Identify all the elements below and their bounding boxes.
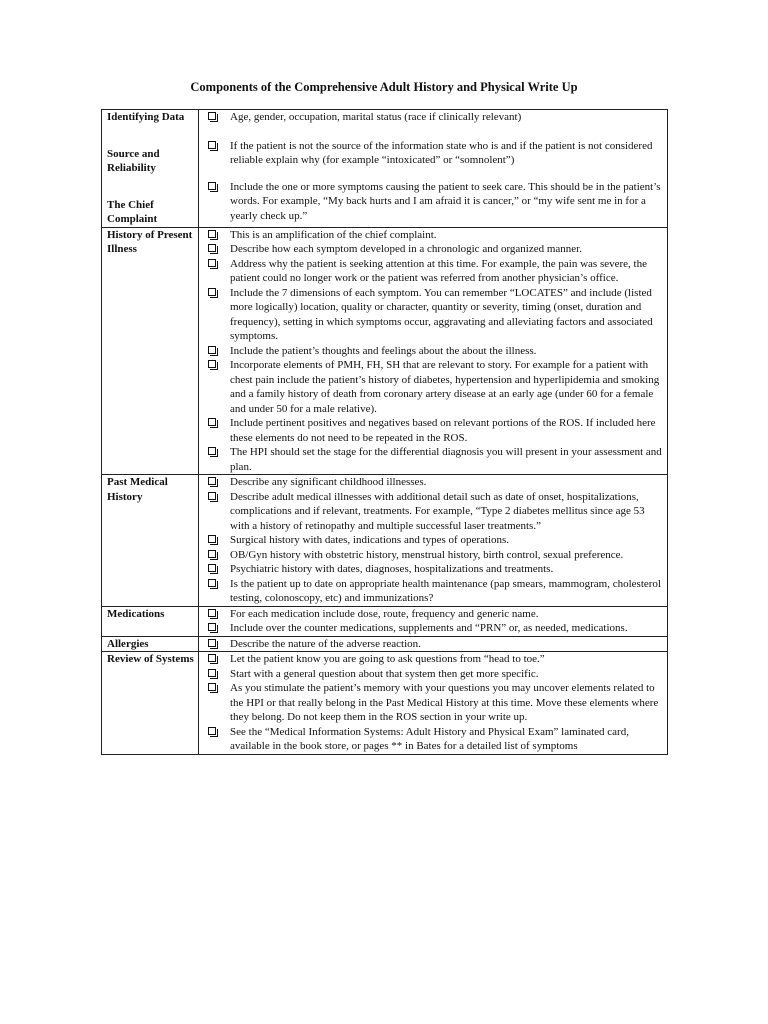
section-label: History of Present Illness (102, 227, 199, 475)
list-item: Let the patient know you are going to ask questions from “head to toe.” (199, 652, 667, 667)
checkbox-icon[interactable] (208, 244, 216, 252)
items-cell (199, 652, 668, 755)
list-item: Start with a general question about that system then get more specific. (199, 667, 667, 682)
section-medications (102, 606, 668, 636)
list-item: Incorporate elements of PMH, FH, SH that are relevant to story. For example for a patient with chest pain include the patient’s history of diabetes, hypertension and hyperlipidemia and smoking and a family history of death from coronary artery disease at an early age (under 60 for a female and under 50 for a male relative). (199, 358, 667, 416)
section-label: Medications (102, 606, 199, 636)
label-identifying-data: Identifying Data (107, 111, 185, 123)
section-identifying (102, 110, 668, 228)
checkbox-icon[interactable] (208, 477, 216, 485)
checkbox-icon[interactable] (208, 535, 216, 543)
list-item: Include the patient’s thoughts and feelings about the about the illness. (199, 344, 667, 359)
list-item: Include the one or more symptoms causing the patient to seek care. This should be in the patient’s words. For example, “My back hurts and I am afraid it is cancer,” or “my wife sent me in for a yearly check up.” (199, 180, 667, 224)
list-item: The HPI should set the stage for the differential diagnosis you will present in your assessment and plan. (199, 445, 667, 474)
list-item: Describe how each symptom developed in a chronologic and organized manner. (199, 242, 667, 257)
list-item: For each medication include dose, route, frequency and generic name. (199, 607, 667, 622)
checkbox-icon[interactable] (208, 259, 216, 267)
list-item: Address why the patient is seeking attention at this time. For example, the pain was severe, the patient could no longer work or the patient was referred from another physician’s office. (199, 257, 667, 286)
list-item: Age, gender, occupation, marital status (race if clinically relevant) (199, 110, 667, 125)
items-cell (199, 475, 668, 607)
section-hpi (102, 227, 668, 475)
checkbox-icon[interactable] (208, 346, 216, 354)
checkbox-icon[interactable] (208, 564, 216, 572)
list-item: Describe the nature of the adverse reaction. (199, 637, 667, 652)
checkbox-icon[interactable] (208, 579, 216, 587)
section-allergies (102, 636, 668, 652)
list-item: As you stimulate the patient’s memory with your questions you may uncover elements related to the HPI or that really belong in the Past Medical History at this time. Move these elements where they belong. Do not keep them in the ROS section in your write up. (199, 681, 667, 725)
label-chief-complaint: The Chief Complaint (107, 198, 158, 225)
checkbox-icon[interactable] (208, 112, 216, 120)
checkbox-icon[interactable] (208, 550, 216, 558)
list-item: Surgical history with dates, indications and types of operations. (199, 533, 667, 548)
list-item: OB/Gyn history with obstetric history, menstrual history, birth control, sexual preference. (199, 548, 667, 563)
list-item: Include the 7 dimensions of each symptom. You can remember “LOCATES” and include (listed more logically) location, quality or character, quantity or severity, timing (onset, duration and frequency), setting in which symptoms occur, aggravating and alleviating factors and associated symptoms. (199, 286, 667, 344)
section-label: Past Medical History (102, 475, 199, 607)
list-item: Describe adult medical illnesses with additional detail such as date of onset, hospitalizations, complications and if relevant, treatments. For example, “Type 2 diabetes mellitus since age 53 with a history of retinopathy and multiple successful laser treatments.” (199, 490, 667, 534)
items-cell (199, 110, 668, 228)
section-pmh (102, 475, 668, 607)
checkbox-icon[interactable] (208, 623, 216, 631)
label-source-reliability: Source and Reliability (107, 147, 160, 174)
checkbox-icon[interactable] (208, 727, 216, 735)
list-item: If the patient is not the source of the information state who is and if the patient is not considered reliable explain why (for example “intoxicated” or “somnolent”) (199, 139, 667, 168)
items-cell (199, 606, 668, 636)
items-cell (199, 227, 668, 475)
list-item: Psychiatric history with dates, diagnoses, hospitalizations and treatments. (199, 562, 667, 577)
checkbox-icon[interactable] (208, 288, 216, 296)
list-item: This is an amplification of the chief complaint. (199, 228, 667, 243)
checkbox-icon[interactable] (208, 609, 216, 617)
items-cell (199, 636, 668, 652)
list-item: Include over the counter medications, supplements and “PRN” or, as needed, medications. (199, 621, 667, 636)
section-label (102, 110, 199, 228)
section-label: Allergies (102, 636, 199, 652)
checkbox-icon[interactable] (208, 669, 216, 677)
history-physical-table (101, 109, 668, 755)
checkbox-icon[interactable] (208, 182, 216, 190)
checkbox-icon[interactable] (208, 654, 216, 662)
page-title: Components of the Comprehensive Adult History and Physical Write Up (190, 80, 578, 94)
checkbox-icon[interactable] (208, 683, 216, 691)
section-ros (102, 652, 668, 755)
checkbox-icon[interactable] (208, 360, 216, 368)
list-item: Is the patient up to date on appropriate health maintenance (pap smears, mammogram, cholesterol testing, colonoscopy, etc) and immunizations? (199, 577, 667, 606)
list-item: See the “Medical Information Systems: Adult History and Physical Exam” laminated card, available in the book store, or pages ** in Bates for a detailed list of symptoms (199, 725, 667, 754)
checkbox-icon[interactable] (208, 141, 216, 149)
list-item: Describe any significant childhood illnesses. (199, 475, 667, 490)
checkbox-icon[interactable] (208, 447, 216, 455)
checkbox-icon[interactable] (208, 492, 216, 500)
list-item: Include pertinent positives and negatives based on relevant portions of the ROS. If included here these elements do not need to be repeated in the ROS. (199, 416, 667, 445)
section-label: Review of Systems (102, 652, 199, 755)
checkbox-icon[interactable] (208, 639, 216, 647)
checkbox-icon[interactable] (208, 418, 216, 426)
checkbox-icon[interactable] (208, 230, 216, 238)
